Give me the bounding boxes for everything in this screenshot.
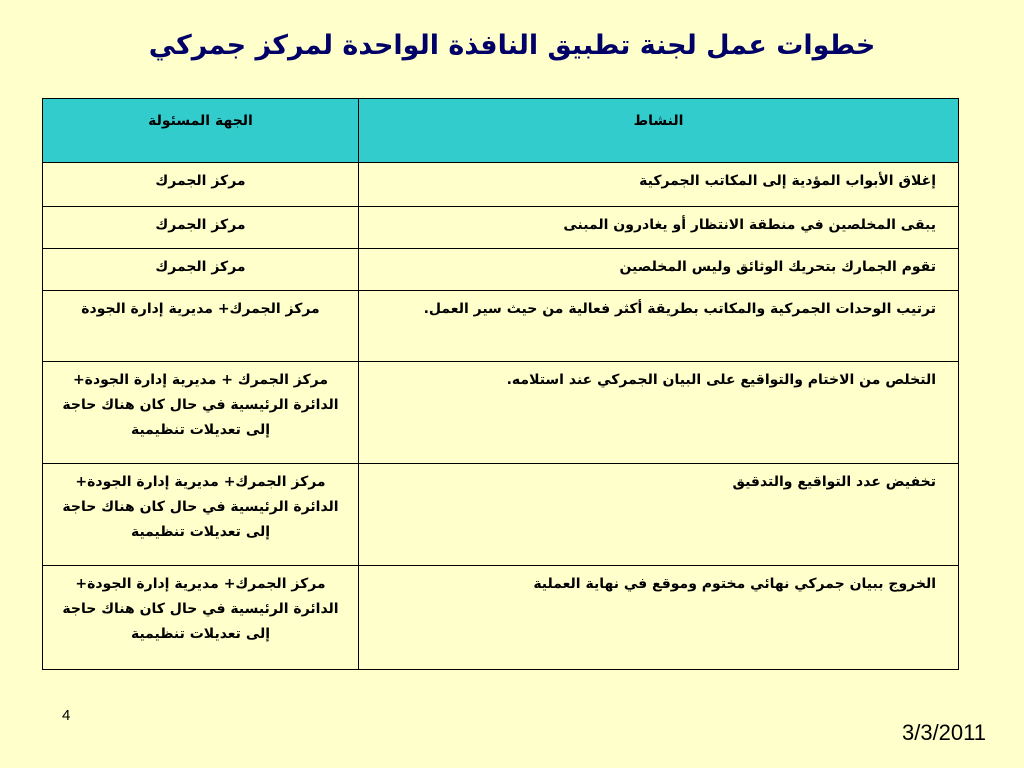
header-activity: النشاط [359,99,959,163]
activity-cell: تقوم الجمارك بتحريك الوثائق وليس المخلصين [359,249,959,291]
steps-table [42,98,959,670]
activity-cell: تخفيض عدد التواقيع والتدقيق [359,464,959,566]
table-row [43,566,959,670]
table-row [43,362,959,464]
table-row [43,163,959,207]
steps-table-container [42,98,958,670]
header-party: الجهة المسئولة [43,99,359,163]
party-cell: مركز الجمرك [43,163,359,207]
activity-cell: يبقى المخلصين في منطقة الانتظار أو يغادرون المبنى [359,207,959,249]
table-row [43,207,959,249]
party-cell: مركز الجمرك+ مديرية إدارة الجودة+ الدائرة الرئيسية في حال كان هناك حاجة إلى تعديلات تنظيمية [43,464,359,566]
page-number: 4 [62,707,71,724]
table-row [43,249,959,291]
table-row [43,291,959,362]
party-cell: مركز الجمرك+ مديرية إدارة الجودة [43,291,359,362]
party-cell: مركز الجمرك + مديرية إدارة الجودة+ الدائرة الرئيسية في حال كان هناك حاجة إلى تعديلات تنظيمية [43,362,359,464]
slide-title: خطوات عمل لجنة تطبيق النافذة الواحدة لمركز جمركي [148,30,876,61]
table-header-row [43,99,959,163]
party-cell: مركز الجمرك [43,249,359,291]
slide-date: 3/3/2011 [901,720,986,745]
party-cell: مركز الجمرك+ مديرية إدارة الجودة+ الدائرة الرئيسية في حال كان هناك حاجة إلى تعديلات تنظيمية [43,566,359,670]
activity-cell: إغلاق الأبواب المؤدية إلى المكاتب الجمركية [359,163,959,207]
table-row [43,464,959,566]
party-cell: مركز الجمرك [43,207,359,249]
activity-cell: الخروج ببيان جمركي نهائي مختوم وموقع في نهاية العملية [359,566,959,670]
activity-cell: ترتيب الوحدات الجمركية والمكاتب بطريقة أكثر فعالية من حيث سير العمل. [359,291,959,362]
activity-cell: التخلص من الاختام والتواقيع على البيان الجمركي عند استلامه. [359,362,959,464]
